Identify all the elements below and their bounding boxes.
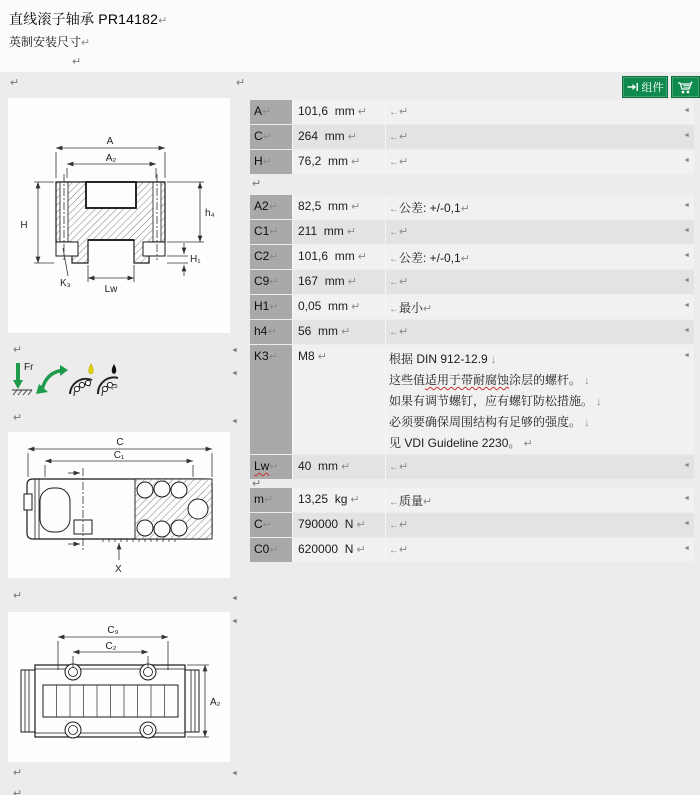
table-row-h4 [250,320,694,344]
paragraph-mark: ↵ [344,276,357,288]
paragraph-mark: ↵ [13,590,23,602]
dimension-value: 167 mm [298,274,345,288]
note-text: 见 VDI Guideline 2230。 [389,436,521,450]
paragraph-mark: ↵ [399,106,409,118]
dim-label-C2: C₂ [105,641,117,652]
row-value [293,320,385,344]
note-text: 根据 DIN 912-12.9 [389,352,488,366]
table-row-H [250,150,694,174]
cell-end-mark: ◄ [683,277,690,284]
cell-end-mark: ◄ [683,157,690,164]
row-note [386,195,694,219]
row-note [386,488,694,512]
note-text: 这些值 [389,373,426,387]
tab-mark: ← [389,304,399,315]
row-value [293,295,385,319]
paragraph-mark: ↵ [354,251,367,263]
row-label [250,295,292,319]
swivel-arrow-icon [36,365,68,394]
row-label [250,270,292,294]
tab-mark: ← [389,277,399,288]
cell-end-mark: ◄ [231,347,238,354]
table-row-C2 [250,245,694,269]
dim-label-C9: C₉ [107,625,119,636]
row-value [293,345,385,454]
dimension-symbol: C2 [254,249,270,263]
front-view-drawing [8,98,230,333]
paragraph-mark: ↵ [423,303,433,315]
paragraph-mark: ↵ [262,156,272,168]
tab-mark: ← [389,227,399,238]
cell-end-mark: ◄ [683,107,690,114]
paragraph-mark: ↵ [72,56,82,68]
row-note [386,455,694,479]
paragraph-mark: ↵ [252,178,262,190]
paragraph-mark: ↵ [262,106,272,118]
table-row-H1 [250,295,694,319]
linebreak-mark: ↓ [581,375,590,387]
paragraph-mark: ↵ [353,544,366,556]
tab-mark: ← [389,497,399,508]
row-note [386,150,694,174]
paragraph-mark: ↵ [399,519,409,531]
paragraph-mark: ↵ [10,77,20,89]
paragraph-mark: ↵ [343,226,357,238]
table-row-Lw [250,455,694,479]
paragraph-mark: ↵ [348,201,361,213]
dimension-value: 101,6 mm [298,104,355,118]
linebreak-mark: ↓ [581,417,590,429]
row-note [386,100,694,124]
paragraph-mark: ↵ [269,226,279,238]
tab-mark: ← [389,327,399,338]
paragraph-mark: ↵ [13,344,23,356]
paragraph-mark: ↵ [267,326,277,338]
note-line [389,412,694,433]
fr-label: Fr [24,362,34,373]
cell-end-mark: ◄ [683,302,690,309]
page-title: 直线滚子轴承 PR14182↵ [9,11,168,27]
paragraph-mark: ↵ [338,461,351,473]
row-label [250,488,292,512]
grease-lubrication-icon [70,364,93,396]
table-row-K3 [250,345,694,454]
dimension-symbol: K3 [254,349,269,363]
dimension-symbol: A [254,104,263,118]
note-line [389,433,694,454]
note-text: 必须要确保周围结构有足够的强度。 [389,415,582,429]
cell-end-mark: ◄ [683,545,690,552]
note-text: 公差: +/-0,1 [399,251,461,265]
paragraph-mark: ↵ [399,131,409,143]
row-label [250,513,292,537]
paragraph-mark: ↵ [262,519,272,531]
paragraph-mark: ↵ [348,156,361,168]
paragraph-mark: ↵ [252,478,262,490]
dimension-symbol: A2 [254,199,269,213]
dim-label-H: H [20,220,28,231]
tab-mark: ← [389,254,399,265]
table-row-A [250,100,694,124]
paragraph-mark: ↵ [348,301,361,313]
paragraph-mark: ↵ [13,788,23,795]
side-view-drawing [8,432,230,578]
component-button[interactable] [622,76,668,98]
paragraph-mark: ↵ [269,251,279,263]
dimension-symbol: H [254,154,263,168]
dimension-value: 211 mm [298,224,344,238]
pilcrow-mark: ↵ [520,438,533,450]
row-note [386,538,694,562]
shopping-cart-icon [677,80,694,95]
tab-mark: ← [389,107,399,118]
dim-label-X: X [115,564,122,575]
row-note [386,220,694,244]
paragraph-mark: ↵ [269,301,279,313]
row-label [250,220,292,244]
row-value [293,220,385,244]
table-row-m [250,488,694,512]
row-note [386,245,694,269]
paragraph-mark: ↵ [110,382,120,394]
paragraph-mark: ↵ [264,494,274,506]
table-row-A2 [250,195,694,219]
paragraph-mark: ↵ [423,496,433,508]
row-value [293,513,385,537]
row-label [250,150,292,174]
paragraph-mark: ↵ [236,77,246,89]
row-value [293,195,385,219]
row-value [293,125,385,149]
dimension-value: 40 mm [298,459,339,473]
cell-end-mark: ◄ [683,327,690,334]
row-note [386,270,694,294]
dimension-symbol: Lw [254,459,270,473]
paragraph-mark: ↵ [13,767,23,779]
cell-end-mark: ◄ [683,352,690,359]
dim-label-A: A [106,136,114,147]
cell-end-mark: ◄ [231,595,238,602]
dim-label-K3: K₃ [60,278,71,289]
row-value [293,100,385,124]
overall-dimensions-table [250,100,694,175]
note-text: 质量 [399,494,424,508]
top-view-drawing [8,612,230,762]
dim-label-C1: C₁ [113,450,125,461]
row-note [386,320,694,344]
paragraph-mark: ↵ [268,351,278,363]
dimension-value: 0,05 mm [298,299,349,313]
dimension-value: M8 [298,349,315,363]
row-label [250,345,292,454]
row-note [386,513,694,537]
dimension-symbol: m [254,492,264,506]
paragraph-mark: ↵ [338,326,351,338]
row-value [293,150,385,174]
dimension-value: 101,6 mm [298,249,355,263]
row-value [293,270,385,294]
cell-end-mark: ◄ [683,495,690,502]
row-label [250,455,292,479]
row-value [293,488,385,512]
cell-end-mark: ◄ [683,202,690,209]
dimension-value: 76,2 mm [298,154,349,168]
note-text: 如果有调节螺钉，应有螺钉防松措施。 [389,394,594,408]
row-label [250,100,292,124]
cell-end-mark: ◄ [683,462,690,469]
row-value [293,538,385,562]
note-line [389,391,694,412]
tab-mark: ← [389,157,399,168]
dimension-value: 56 mm [298,324,339,338]
paragraph-mark: ↵ [460,253,470,265]
paragraph-mark: ↵ [314,351,327,363]
paragraph-mark: ↵ [399,276,409,288]
table-row-C [250,513,694,537]
dimension-value: 13,25 kg [298,492,348,506]
cell-end-mark: ◄ [231,418,238,425]
paragraph-mark: ↵ [399,226,409,238]
add-to-cart-button[interactable] [671,76,700,98]
tab-mark: ← [389,520,399,531]
note-line [389,370,694,391]
cell-end-mark: ◄ [683,227,690,234]
note-text: 公差: +/-0,1 [399,201,461,215]
tab-mark: ← [389,132,399,143]
dim-label-h4: h₄ [205,208,215,219]
load-direction-icon [12,362,34,395]
row-note [386,345,694,454]
paragraph-mark: ↵ [344,131,357,143]
cell-end-mark: ◄ [231,618,238,625]
note-text: 涂层的螺杆。 [509,373,582,387]
mass-load-ratings-table [250,488,694,563]
dim-label-C: C [116,437,124,448]
paragraph-mark: ↵ [347,494,360,506]
tab-mark: ← [389,462,399,473]
cell-end-mark: ◄ [683,520,690,527]
cell-end-mark: ◄ [683,132,690,139]
paragraph-mark: ↵ [269,276,279,288]
table-row-C1 [250,220,694,244]
table-row-C [250,125,694,149]
note-text: 最小 [399,301,424,315]
paragraph-mark: ↵ [81,37,91,49]
row-label [250,538,292,562]
paragraph-mark: ↵ [269,544,279,556]
tab-mark: ← [389,545,399,556]
import-arrow-icon [627,81,639,93]
dimension-symbol: H1 [254,299,270,313]
paragraph-mark: ↵ [268,201,278,213]
paragraph-mark: ↵ [13,412,23,424]
paragraph-mark: ↵ [399,544,409,556]
dimension-value: 620000 N [298,542,354,556]
dim-label-A2: A₂ [105,153,117,164]
paragraph-mark: ↵ [399,461,409,473]
note-line [389,349,694,370]
cell-end-mark: ◄ [231,770,238,777]
dimension-symbol: C1 [254,224,270,238]
table-row-C9 [250,270,694,294]
paragraph-mark: ↵ [269,461,279,473]
dimension-value: 790000 N [298,517,354,531]
dimension-symbol: h4 [254,324,268,338]
paragraph-mark: ↵ [354,106,367,118]
dimension-symbol: C9 [254,274,270,288]
row-label [250,125,292,149]
dimension-symbol: C [254,129,263,143]
dimension-value: 264 mm [298,129,345,143]
row-value [293,245,385,269]
paragraph-mark: ↵ [262,131,272,143]
row-label [250,245,292,269]
cell-end-mark: ◄ [683,252,690,259]
paragraph-mark: ↵ [353,519,366,531]
component-button-label: 组件 [641,82,664,94]
paragraph-mark: ↵ [460,203,470,215]
row-note [386,295,694,319]
paragraph-mark: ↵ [399,156,409,168]
page-header [0,0,700,72]
dimension-value: 82,5 mm [298,199,349,213]
linebreak-mark: ↓ [593,396,602,408]
property-icons [10,356,120,402]
dimension-symbol: C [254,517,263,531]
page-subtitle: 英制安装尺寸↵ [9,35,91,49]
row-value [293,455,385,479]
row-label [250,320,292,344]
dim-label-A2: A₂ [210,697,221,708]
paragraph-mark: ↵ [158,15,168,27]
table-row-C0 [250,538,694,562]
row-label [250,195,292,219]
note-text-marked: 适用于带耐腐蚀 [425,373,510,387]
cell-end-mark: ◄ [231,370,238,377]
tab-mark: ← [389,204,399,215]
linebreak-mark: ↓ [487,354,497,366]
dim-label-H1: H₁ [190,254,201,265]
paragraph-mark: ↵ [399,326,409,338]
dim-label-Lw: Lw [104,284,118,295]
row-note [386,125,694,149]
mounting-dimensions-table [250,195,694,480]
dimension-symbol: C0 [254,542,270,556]
